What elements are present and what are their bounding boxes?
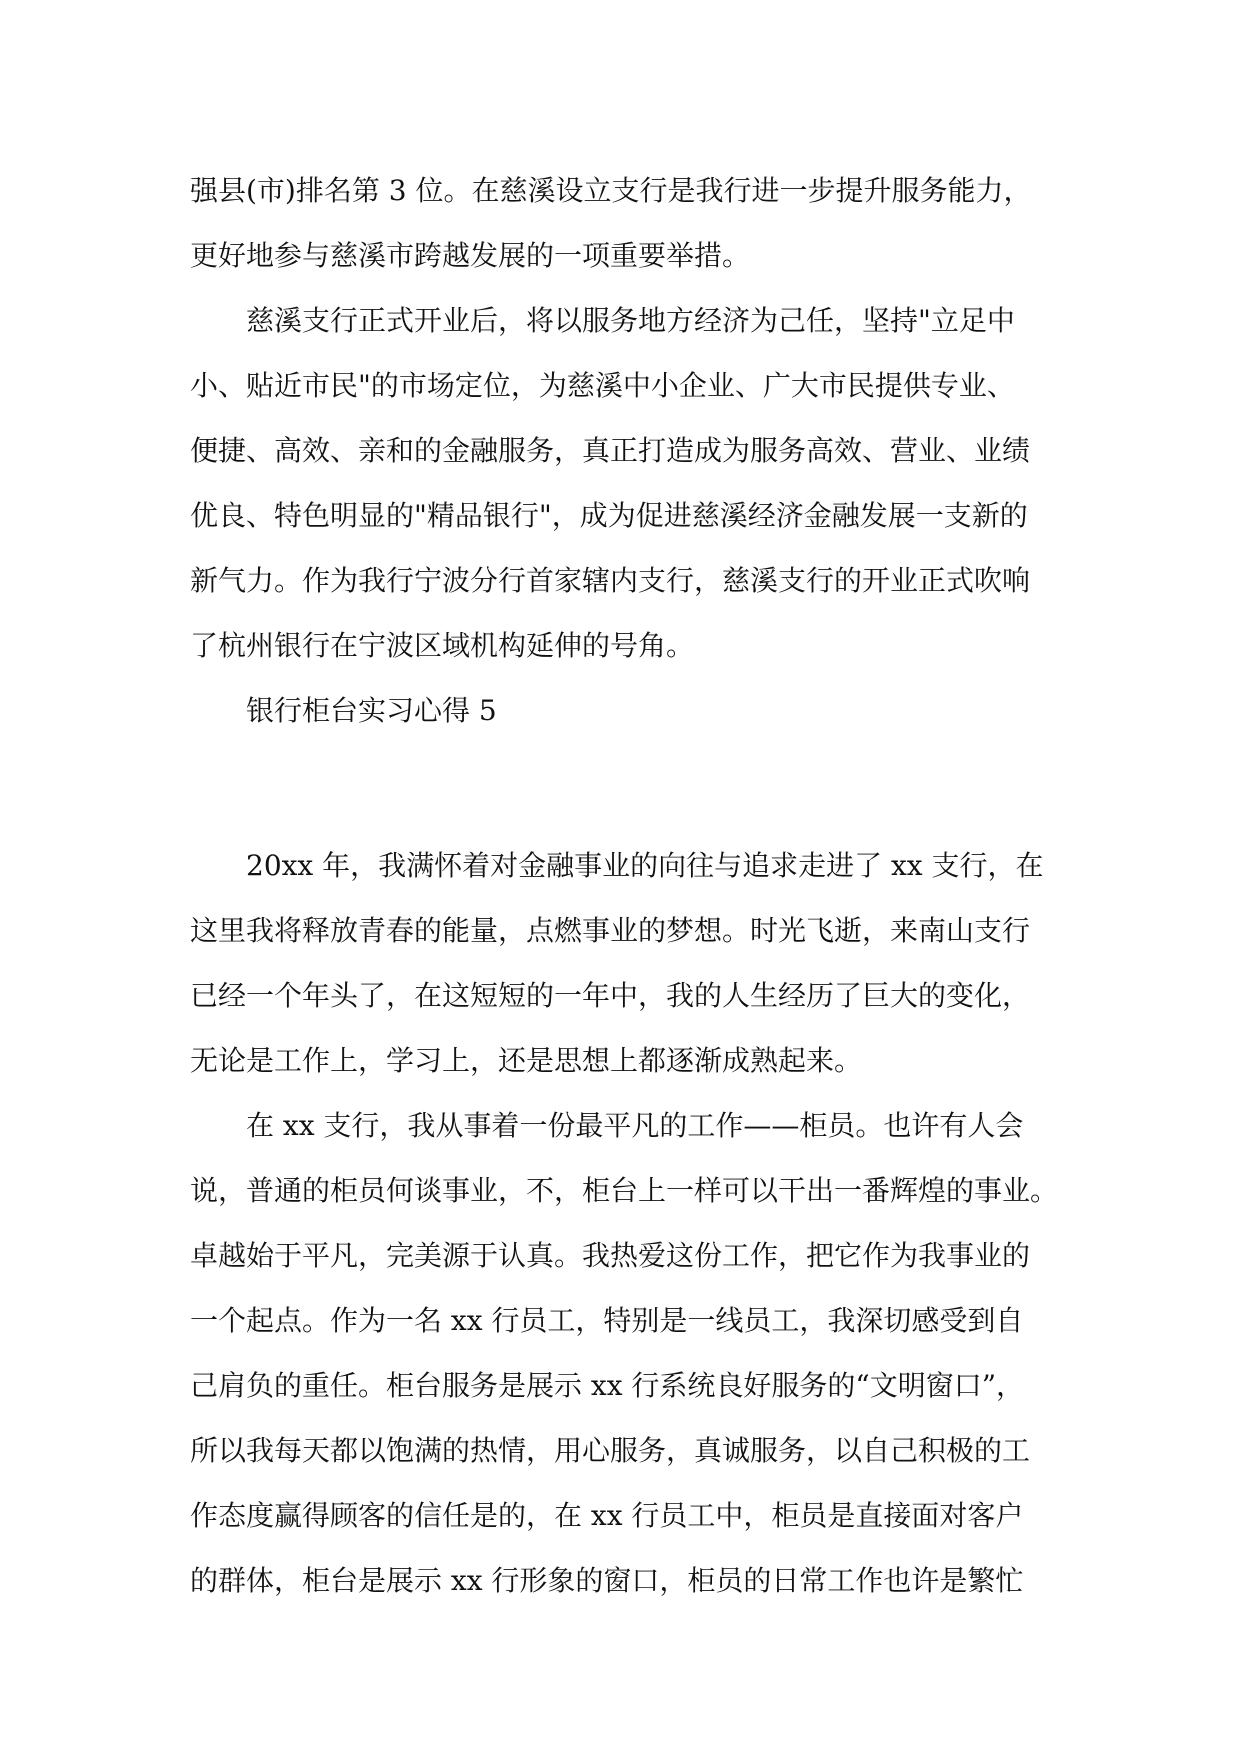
paragraph-3 [190,833,1070,1093]
paragraph-4 [190,1093,1070,1613]
text-line: 所以我每天都以饱满的热情，用心服务，真诚服务，以自己积极的工 [190,1434,1031,1467]
text-line: 卓越始于平凡，完美源于认真。我热爱这份工作，把它作为我事业的 [190,1239,1031,1272]
text-line: 已经一个年头了，在这短短的一年中，我的人生经历了巨大的变化， [190,979,1031,1012]
text-line: 作态度赢得顾客的信任是的，在 xx 行员工中，柜员是直接面对客户 [190,1499,1024,1532]
text-line: 己肩负的重任。柜台服务是展示 xx 行系统良好服务的“文明窗口”， [190,1369,1025,1402]
text-line: 更好地参与慈溪市跨越发展的一项重要举措。 [190,239,751,272]
text-line: 20xx 年，我满怀着对金融事业的向往与追求走进了 xx 支行，在 [246,849,1044,882]
text-line: 无论是工作上，学习上，还是思想上都逐渐成熟起来。 [190,1044,863,1077]
heading-text: 银行柜台实习心得 5 [246,694,497,727]
text-line: 了杭州银行在宁波区域机构延伸的号角。 [190,629,695,662]
text-line: 这里我将释放青春的能量，点燃事业的梦想。时光飞逝，来南山支行 [190,914,1031,947]
paragraph-1 [190,158,1070,288]
text-line: 的群体，柜台是展示 xx 行形象的窗口，柜员的日常工作也许是繁忙 [190,1564,1024,1597]
text-line: 说，普通的柜员何谈事业，不，柜台上一样可以干出一番辉煌的事业。 [190,1174,1059,1207]
text-line: 优良、特色明显的"精品银行"，成为促进慈溪经济金融发展一支新的 [190,499,1028,532]
text-line: 强县(市)排名第 3 位。在慈溪设立支行是我行进一步提升服务能力， [190,174,1032,207]
section-heading [190,678,1070,743]
paragraph-2 [190,288,1070,678]
document-body [190,158,1070,1613]
text-line: 一个起点。作为一名 xx 行员工，特别是一线员工，我深切感受到自 [190,1304,1024,1337]
text-line: 在 xx 支行，我从事着一份最平凡的工作——柜员。也许有人会 [246,1109,1024,1142]
text-line: 小、贴近市民"的市场定位，为慈溪中小企业、广大市民提供专业、 [190,369,1015,402]
blank-space [190,743,1070,833]
text-line: 慈溪支行正式开业后，将以服务地方经济为己任，坚持"立足中 [246,304,1015,337]
text-line: 新气力。作为我行宁波分行首家辖内支行，慈溪支行的开业正式吹响 [190,564,1031,597]
text-line: 便捷、高效、亲和的金融服务，真正打造成为服务高效、营业、业绩 [190,434,1031,467]
